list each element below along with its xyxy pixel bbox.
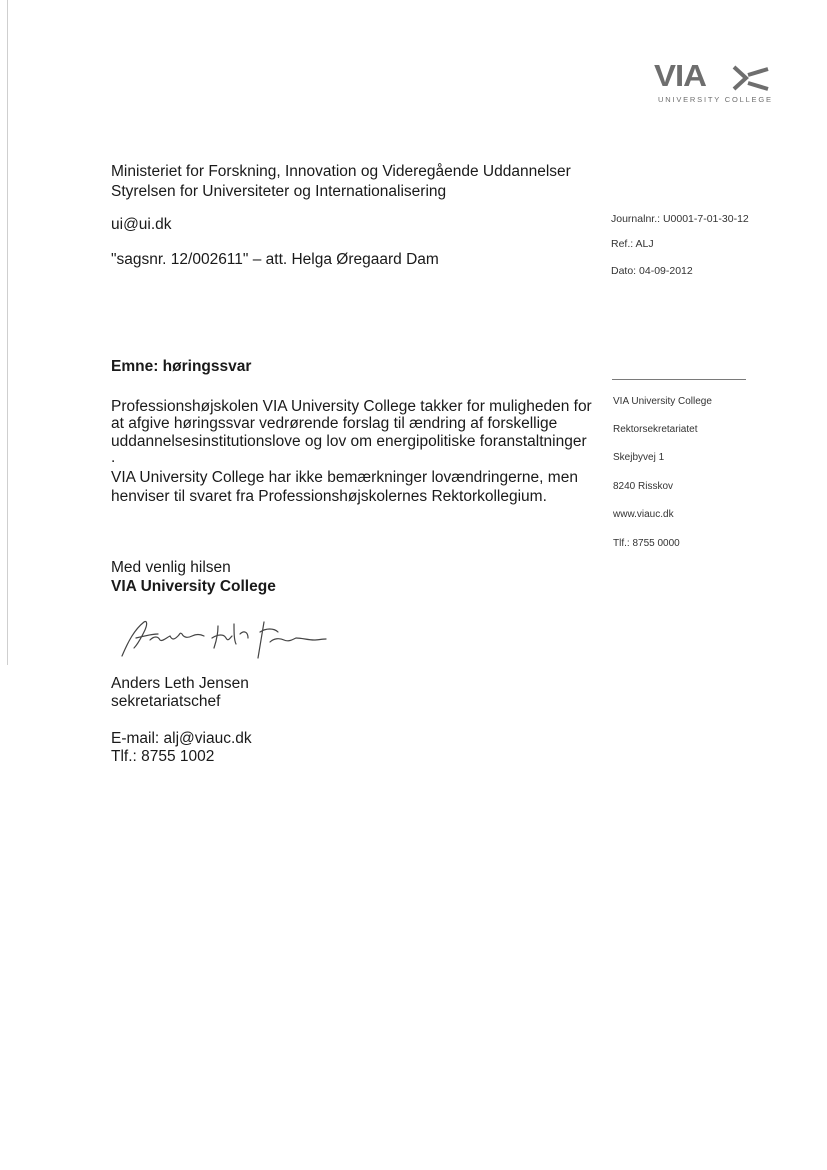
letter-date: Dato: 04-09-2012 [611,265,693,277]
journal-number: Journalnr.: U0001-7-01-30-12 [611,213,749,225]
signatory-phone: Tlf.: 8755 1002 [111,748,215,765]
sender-phone: Tlf.: 8755 0000 [613,538,680,549]
body-line: VIA University College har ikke bemærkninger lovændringerne, men [111,469,578,486]
scan-edge-line [7,0,8,665]
case-reference: "sagsnr. 12/002611" – att. Helga Øregaard Dam [111,251,439,268]
reference-initials: Ref.: ALJ [611,238,654,250]
sender-organization: VIA University College [613,396,712,407]
recipient-agency: Styrelsen for Universiteter og Internationalisering [111,183,447,200]
sender-street: Skejbyvej 1 [613,452,665,463]
sender-website: www.viauc.dk [613,509,674,520]
body-line: Professionshøjskolen VIA University College takker for muligheden for [111,398,592,415]
closing-greeting: Med venlig hilsen [111,559,231,576]
subject-heading: Emne: høringssvar [111,358,252,375]
recipient-ministry: Ministeriet for Forskning, Innovation og Videregående Uddannelser [111,163,571,180]
body-line: . [111,449,116,466]
body-line: uddannelsesinstitutionslove og lov om energipolitiske foranstaltninger [111,433,587,450]
handwritten-signature [114,612,329,660]
logo-tagline: UNIVERSITY COLLEGE [658,95,773,104]
closing-organization: VIA University College [111,578,276,595]
body-line: at afgive høringssvar vedrørende forslag til ændring af forskellige [111,415,558,432]
logo-arrow-icon [732,63,772,93]
logo-wordmark: VIA [654,58,707,93]
sender-department: Rektorsekretariatet [613,424,698,435]
signatory-email: E-mail: alj@viauc.dk [111,730,252,747]
signatory-title: sekretariatschef [111,693,221,710]
sender-city: 8240 Risskov [613,481,674,492]
via-logo [652,60,774,106]
signatory-name: Anders Leth Jensen [111,675,249,692]
recipient-email: ui@ui.dk [111,216,172,233]
sidebar-divider [612,379,746,380]
body-line: henviser til svaret fra Professionshøjskolernes Rektorkollegium. [111,488,547,505]
